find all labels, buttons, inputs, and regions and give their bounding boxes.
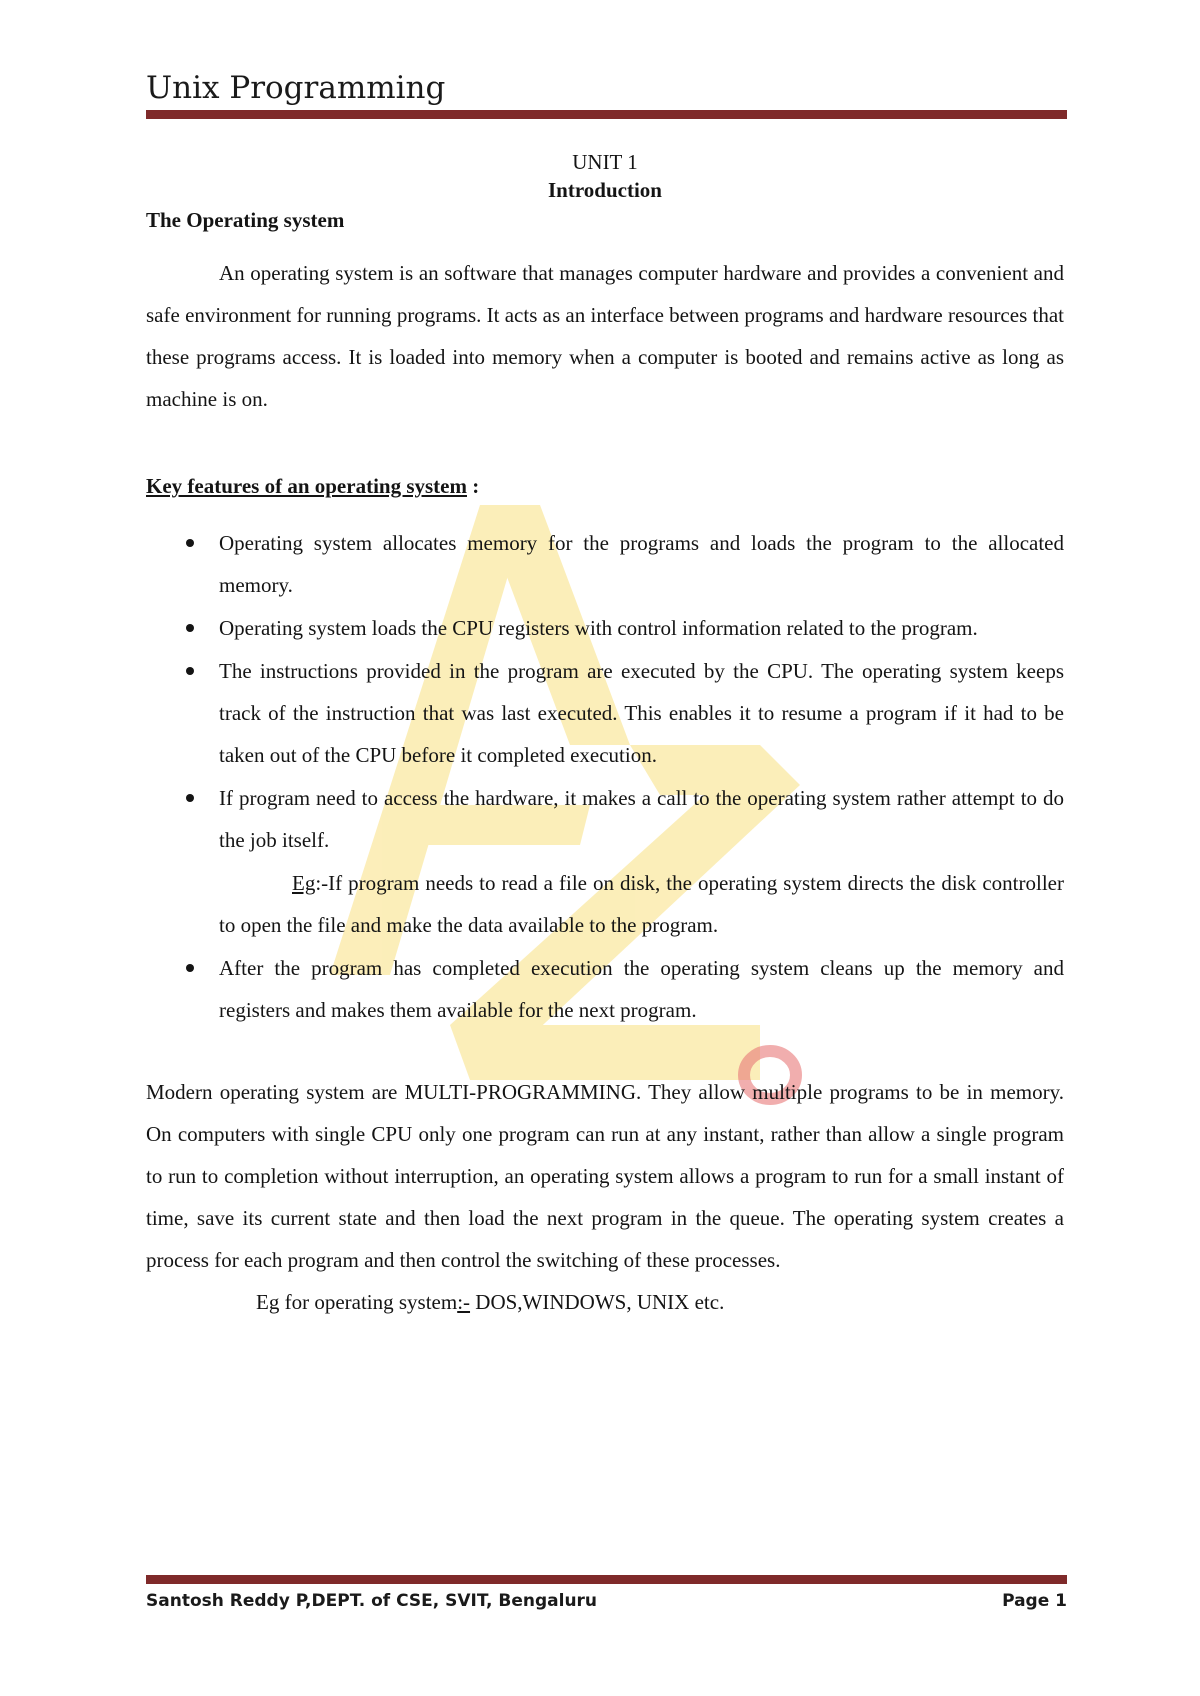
section-title: The Operating system — [146, 208, 345, 232]
example-text: :-If program needs to read a file on disk, the operating system directs the disk controller to open the file and make the data available to the program. — [219, 871, 1064, 937]
example-paragraph — [146, 862, 1064, 946]
bullet-icon — [186, 794, 194, 802]
list-item — [146, 947, 1064, 1031]
os-examples-prefix: Eg for operating system — [256, 1290, 458, 1314]
chapter-title: Introduction — [548, 178, 662, 202]
multiprogramming-paragraph: Modern operating system are MULTI-PROGRAMMING. They allow multiple programs to be in memory. On computers with single CPU only one program can run at any instant, rather than allow a single program to run to completion without interruption, an operating system allows a program to run for a small instant of time, save its current state and then load the next program in the queue. The operating system creates a process for each program and then control the switching of these processes. — [146, 1080, 1064, 1272]
bullet-icon — [186, 667, 194, 675]
list-item-text: If program need to access the hardware, it makes a call to the operating system rather attempt to do the job itself. — [219, 786, 1064, 852]
features-list-continued — [146, 947, 1064, 1031]
list-item-text: The instructions provided in the program are executed by the CPU. The operating system keeps track of the instruction that was last executed. This enables it to resume a program if it had to be taken out of the CPU before it completed execution. — [219, 659, 1064, 767]
running-header-title: Unix Programming — [146, 70, 446, 106]
list-item — [146, 650, 1064, 776]
os-examples-line — [146, 1281, 1064, 1323]
key-features-heading-colon: : — [466, 474, 480, 498]
footer-rule — [146, 1575, 1067, 1584]
features-list — [146, 522, 1064, 861]
unit-label: UNIT 1 — [572, 150, 638, 174]
list-item-text: Operating system loads the CPU registers with control information related to the program. — [219, 616, 978, 640]
list-item-text: After the program has completed execution the operating system cleans up the memory and registers and makes them available for the next program. — [219, 956, 1064, 1022]
key-features-heading-text: Key features of an operating system — [146, 474, 467, 498]
os-examples-values: DOS,WINDOWS, UNIX etc. — [470, 1290, 725, 1314]
key-features-heading — [146, 466, 1064, 506]
intro-paragraph: An operating system is an software that manages computer hardware and provides a convenient and safe environment for running programs. It acts as an interface between programs and hardware resources that these programs access. It is loaded into memory when a computer is booted and remains active as long as machine is on. — [146, 261, 1064, 411]
example-label: Eg — [292, 871, 316, 895]
page-number: Page 1 — [1002, 1591, 1067, 1611]
page-content — [146, 148, 1064, 1323]
list-item — [146, 777, 1064, 861]
header-rule — [146, 110, 1067, 119]
bullet-icon — [186, 539, 194, 547]
bullet-icon — [186, 964, 194, 972]
bullet-icon — [186, 624, 194, 632]
os-examples-separator: :- — [457, 1290, 471, 1314]
list-item — [146, 607, 1064, 649]
footer-author: Santosh Reddy P,DEPT. of CSE, SVIT, Bengaluru — [146, 1591, 598, 1611]
list-item-text: Operating system allocates memory for the programs and loads the program to the allocated memory. — [219, 531, 1064, 597]
list-item — [146, 522, 1064, 606]
